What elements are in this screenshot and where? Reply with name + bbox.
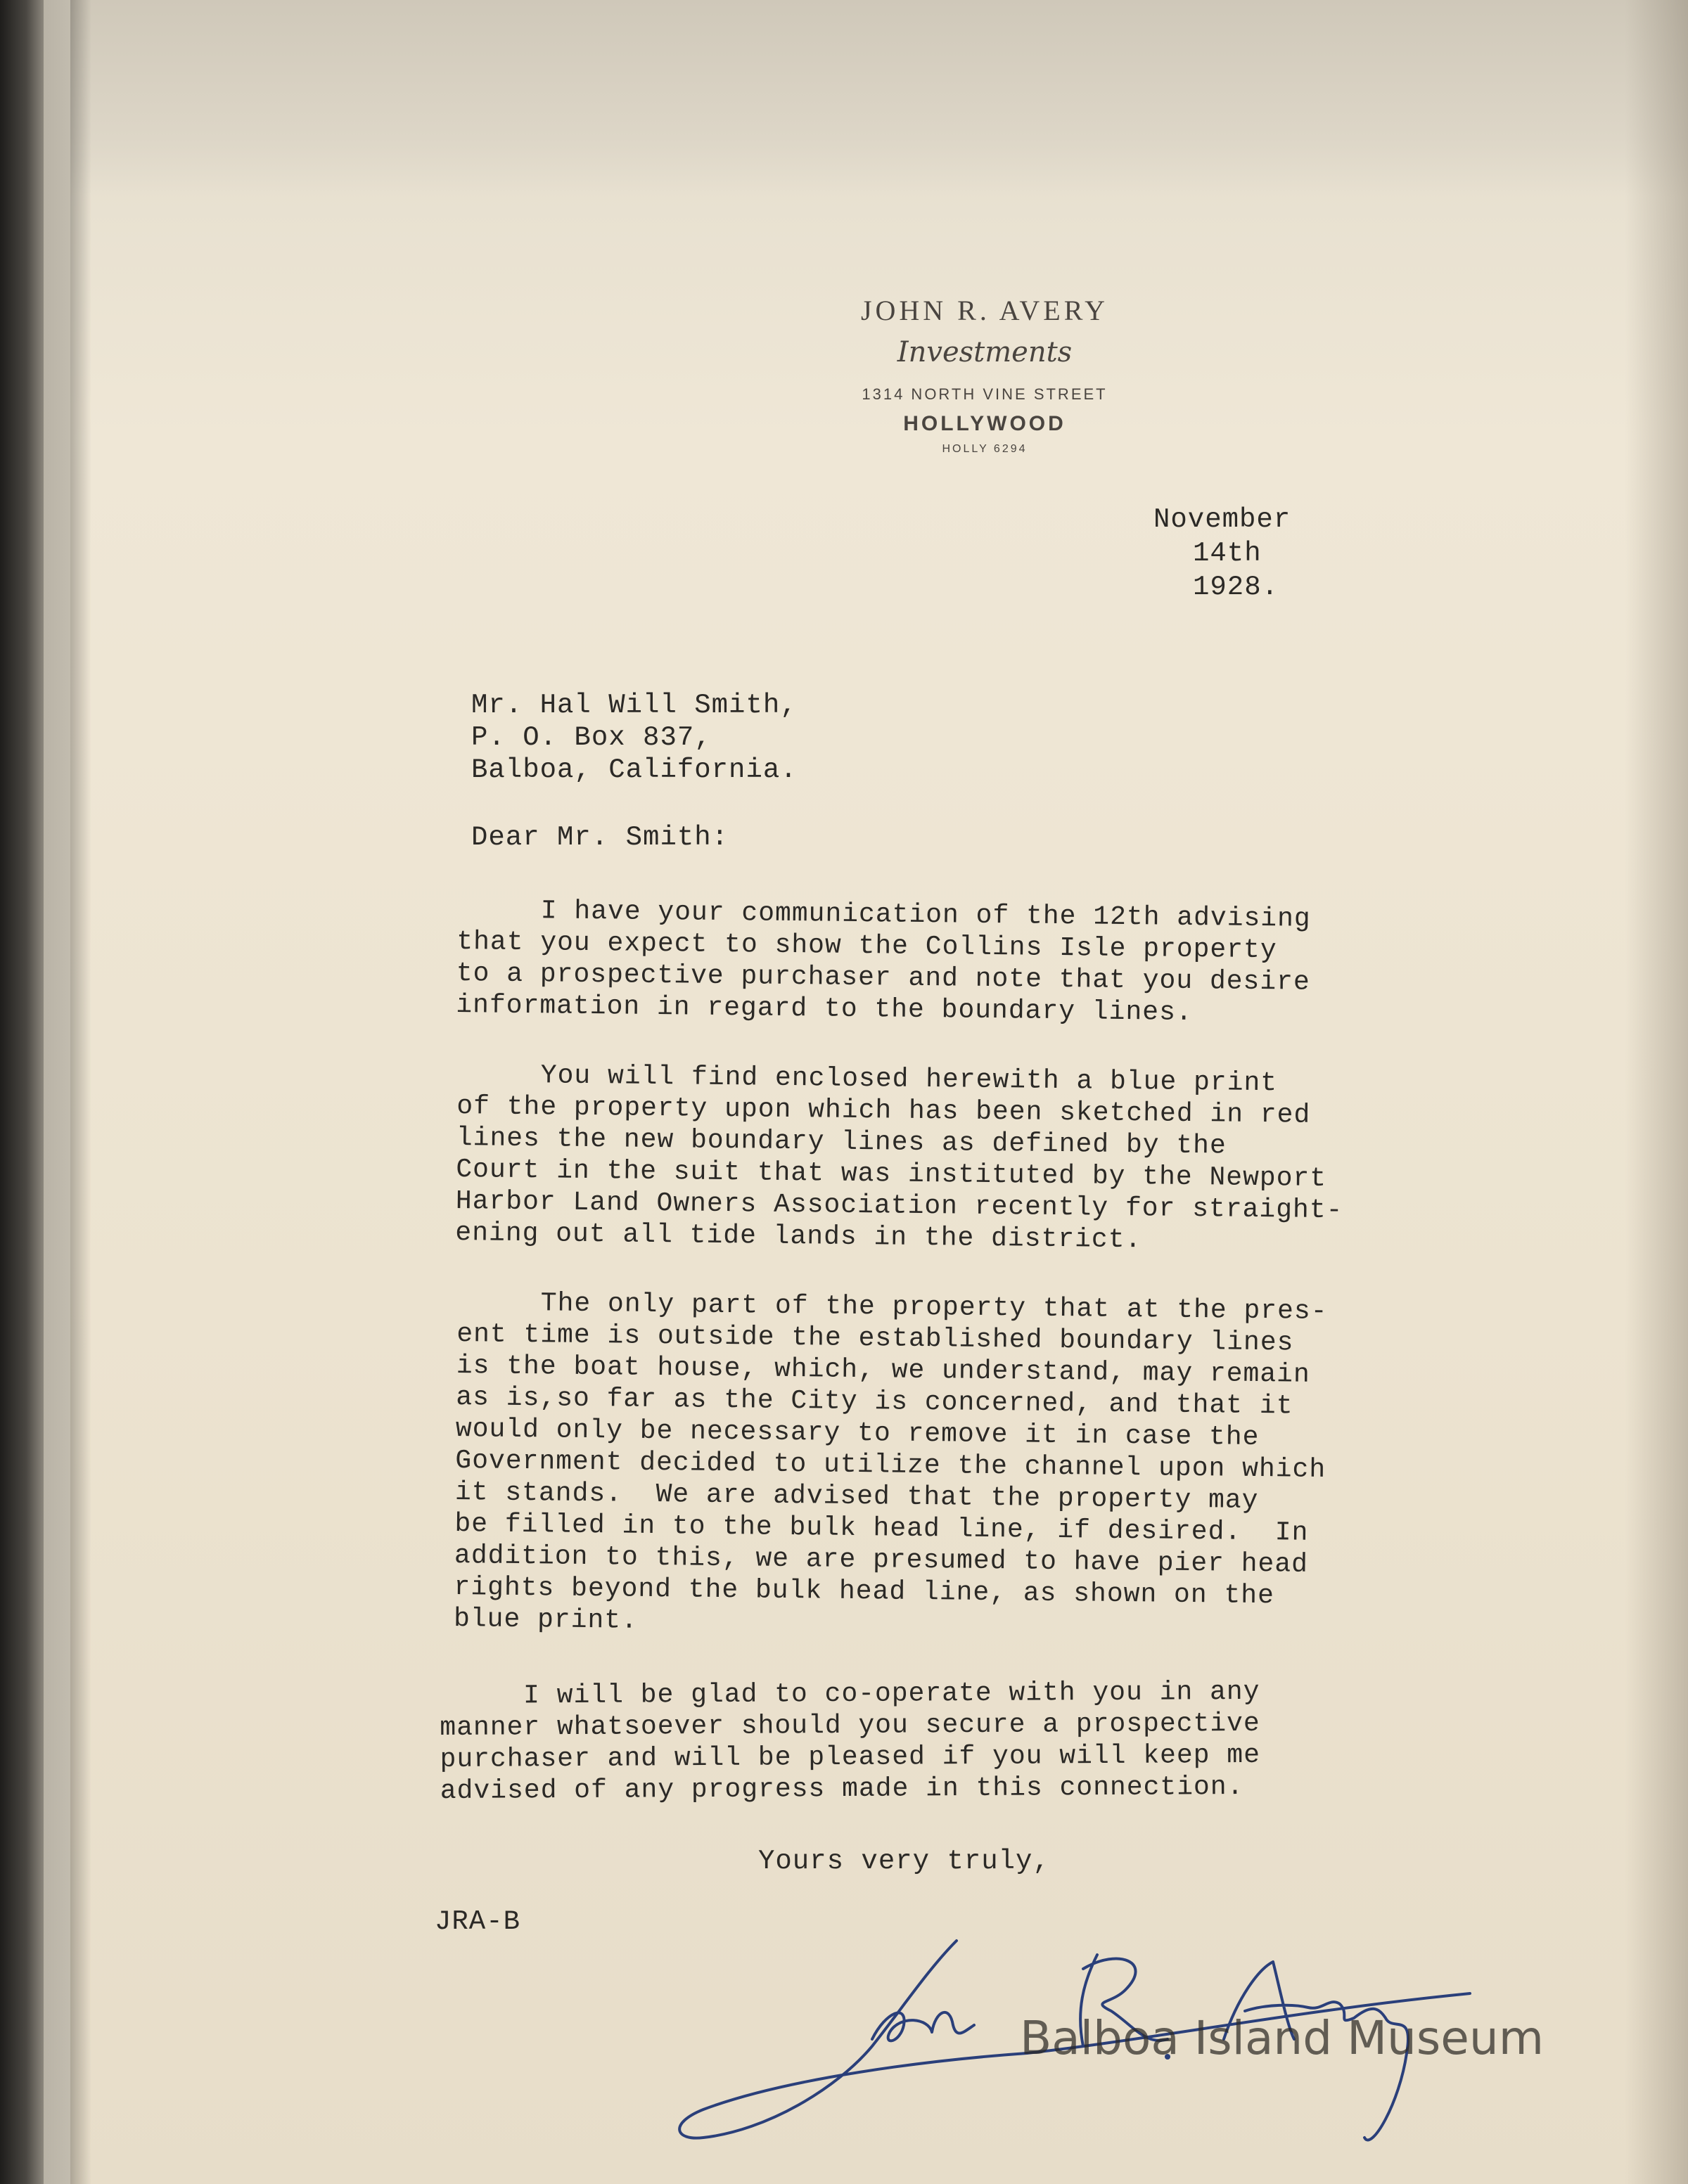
body-line: Harbor Land Owners Association recently for straight- (455, 1186, 1343, 1226)
body-line: Court in the suit that was instituted by the Newport (456, 1154, 1327, 1194)
body-line: manner whatsoever should you secure a prospective (440, 1708, 1260, 1743)
sheet-shadow (70, 0, 91, 2184)
body-line: advised of any progress made in this connection. (440, 1772, 1244, 1806)
salutation: Dear Mr. Smith: (471, 822, 729, 853)
paper-right-edge (1625, 0, 1688, 2184)
museum-watermark: Balboa Island Museum (1020, 2011, 1544, 2065)
body-line: blue print. (453, 1603, 639, 1636)
body-line: I will be glad to co-operate with you in any (440, 1676, 1260, 1711)
body-line: purchaser and will be pleased if you will keep me (440, 1740, 1261, 1775)
body-line: information in regard to the boundary lines. (456, 989, 1193, 1028)
body-line: ening out all tide lands in the district. (455, 1217, 1142, 1256)
body-paragraph (440, 1676, 1260, 1807)
body-line: addition to this, we are presumed to have pier head (454, 1540, 1309, 1580)
date-month: November (1153, 504, 1291, 535)
letterhead-subtitle: Investments (897, 336, 1073, 368)
body-line: as is,so far as the City is concerned, and that it (456, 1382, 1293, 1422)
body-line: of the property upon which has been sketched in red (456, 1091, 1311, 1131)
letterhead-phone: HOLLY 6294 (942, 443, 1028, 455)
body-line: I have your communication of the 12th advising (456, 895, 1311, 934)
body-line: it stands. We are advised that the property may (454, 1477, 1259, 1516)
recipient-name: Mr. Hal Will Smith, (471, 690, 798, 721)
body-line: is the boat house, which, we understand, may remain (456, 1350, 1310, 1390)
body-line: You will find enclosed herewith a blue print (456, 1060, 1278, 1099)
body-line: ent time is outside the established boundary lines (456, 1318, 1294, 1358)
recipient-box: P. O. Box 837, (471, 722, 712, 753)
body-line: be filled in to the bulk head line, if desired. In (454, 1508, 1309, 1548)
letterhead-city: HOLLYWOOD (903, 412, 1066, 435)
body-paragraph (454, 1287, 1328, 1644)
typist-initials: JRA-B (435, 1906, 521, 1937)
body-line: to a prospective purchaser and note that you desire (456, 958, 1310, 998)
binder-edge (0, 0, 44, 2184)
paper-top-shading (70, 0, 1688, 197)
body-line: lines the new boundary lines as defined by the (456, 1122, 1227, 1162)
body-line: Government decided to utilize the channel upon which (455, 1445, 1326, 1485)
body-line: that you expect to show the Collins Isle property (456, 926, 1277, 966)
body-paragraph (456, 894, 1311, 1030)
body-line: would only be necessary to remove it in case the (455, 1413, 1260, 1453)
body-line: The only part of the property that at the pres- (456, 1287, 1328, 1327)
recipient-city: Balboa, California. (471, 754, 798, 785)
letterhead-name: JOHN R. AVERY (860, 295, 1109, 326)
body-line: rights beyond the bulk head line, as shown on the (454, 1572, 1275, 1612)
date-year: 1928. (1193, 572, 1279, 603)
date-day: 14th (1193, 538, 1262, 569)
body-paragraph (455, 1059, 1344, 1258)
closing: Yours very truly, (758, 1846, 1050, 1877)
letterhead-street: 1314 NORTH VINE STREET (862, 385, 1108, 403)
